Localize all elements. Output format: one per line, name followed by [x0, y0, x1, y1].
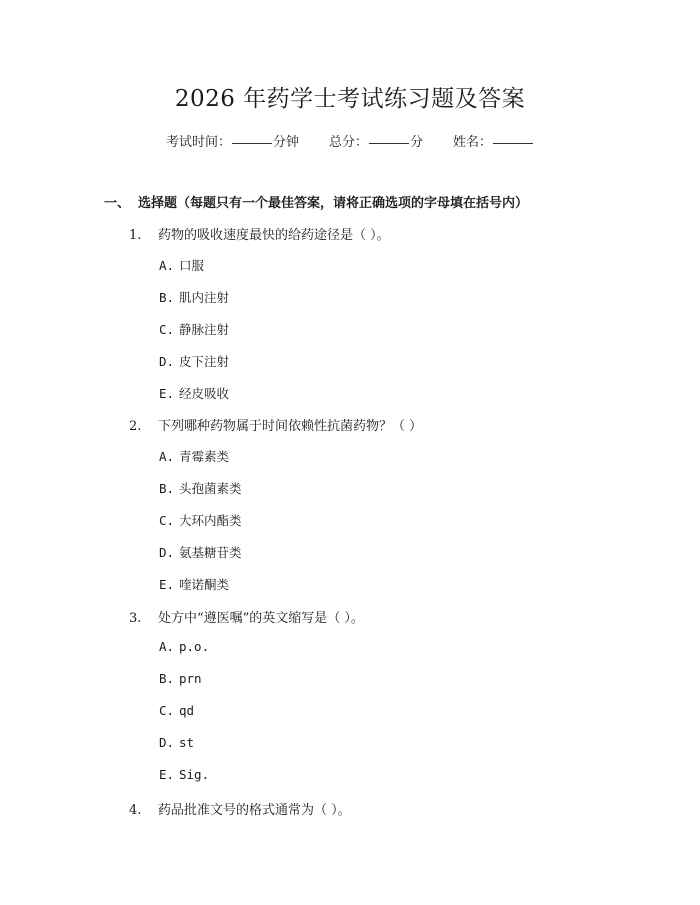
- option-letter: B.: [159, 671, 175, 686]
- exam-time: [166, 131, 299, 150]
- option-letter: E.: [159, 386, 175, 401]
- option-2d: [159, 543, 242, 561]
- section-number: 一、: [104, 196, 131, 211]
- option-3e: [159, 767, 209, 782]
- option-3a: [159, 639, 209, 654]
- question-1: [129, 224, 390, 243]
- question-2: [129, 415, 422, 434]
- exam-meta: [0, 131, 700, 150]
- exam-time-label: 考试时间：: [165, 135, 231, 150]
- option-letter: D.: [159, 545, 175, 560]
- option-letter: B.: [159, 290, 175, 305]
- option-1d: [159, 352, 229, 370]
- option-2c: [159, 511, 242, 529]
- option-2e: [159, 575, 229, 593]
- option-letter: B.: [159, 481, 175, 496]
- exam-time-blank: [232, 143, 272, 144]
- option-text: 青霉素类: [179, 449, 230, 464]
- option-3d: [159, 735, 194, 750]
- option-text: st: [179, 735, 195, 750]
- option-text: prn: [179, 671, 202, 686]
- option-2a: [159, 447, 229, 465]
- option-letter: C.: [159, 322, 175, 337]
- section-title: 选择题（每题只有一个最佳答案，请将正确选项的字母填在括号内）: [138, 196, 529, 211]
- question-text: 下列哪种药物属于时间依赖性抗菌药物？（ ）: [158, 419, 423, 434]
- option-letter: A.: [159, 449, 175, 464]
- option-3c: [159, 703, 194, 718]
- question-text: 药品批准文号的格式通常为（ ）。: [158, 803, 351, 818]
- option-letter: A.: [159, 258, 175, 273]
- option-text: 肌内注射: [179, 290, 230, 305]
- option-letter: E.: [159, 577, 175, 592]
- option-letter: A.: [159, 639, 175, 654]
- option-text: Sig.: [179, 767, 210, 782]
- question-number: 4.: [129, 803, 142, 818]
- total-score-unit: 分: [410, 135, 424, 150]
- student-name-blank: [493, 143, 533, 144]
- option-letter: E.: [159, 767, 175, 782]
- option-text: 氨基糖苷类: [179, 545, 242, 560]
- option-text: 皮下注射: [179, 354, 230, 369]
- page-title: 2026 年药学士考试练习题及答案: [174, 86, 526, 112]
- question-4: [129, 799, 351, 818]
- option-1a: [159, 256, 204, 274]
- question-number: 3.: [129, 611, 142, 626]
- section-heading: [104, 192, 660, 211]
- student-name-label: 姓名：: [453, 135, 493, 150]
- option-text: 静脉注射: [179, 322, 230, 337]
- question-3: [129, 607, 364, 626]
- option-text: 头孢菌素类: [179, 481, 242, 496]
- option-3b: [159, 671, 202, 686]
- total-score-label: 总分：: [328, 135, 368, 150]
- student-name: [453, 131, 534, 150]
- option-text: 口服: [179, 258, 205, 273]
- option-text: qd: [179, 703, 195, 718]
- option-letter: C.: [159, 703, 175, 718]
- option-text: 大环内酯类: [179, 513, 242, 528]
- option-1c: [159, 320, 229, 338]
- option-letter: D.: [159, 354, 175, 369]
- option-text: 经皮吸收: [179, 386, 230, 401]
- total-score: [329, 131, 423, 150]
- option-2b: [159, 479, 242, 497]
- total-score-blank: [369, 143, 409, 144]
- option-letter: D.: [159, 735, 175, 750]
- exam-time-unit: 分钟: [272, 135, 299, 150]
- option-letter: C.: [159, 513, 175, 528]
- question-text: 药物的吸收速度最快的给药途径是（ ）。: [158, 228, 390, 243]
- question-number: 1.: [129, 228, 142, 243]
- question-number: 2.: [129, 419, 142, 434]
- option-1e: [159, 384, 229, 402]
- question-text: 处方中“遵医嘱”的英文缩写是（ ）。: [158, 611, 364, 626]
- option-1b: [159, 288, 229, 306]
- option-text: 喹诺酮类: [179, 577, 230, 592]
- option-text: p.o.: [179, 639, 210, 654]
